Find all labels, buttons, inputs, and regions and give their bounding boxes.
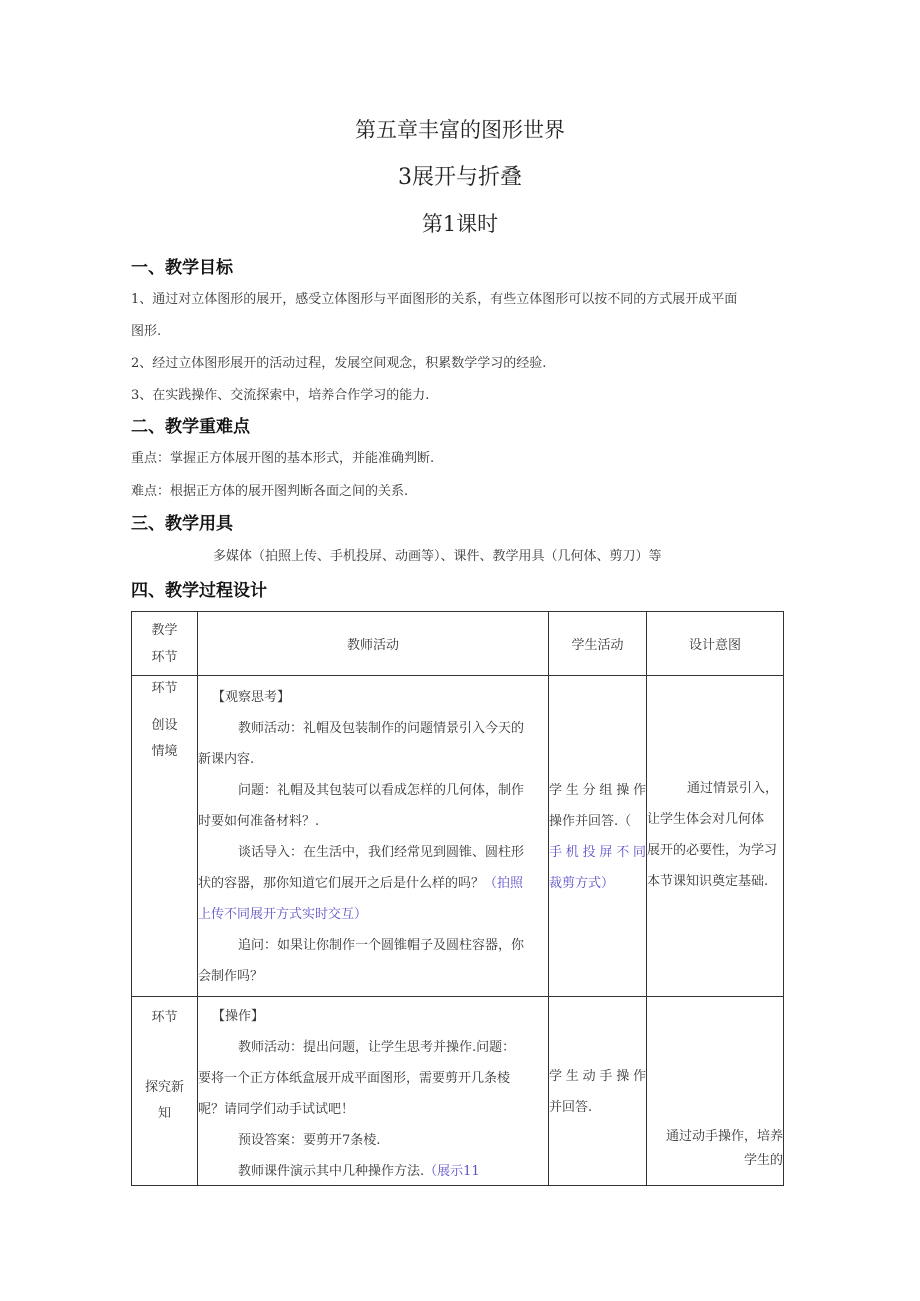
difficulty-text: 难点：根据正方体的展开图判断各面之间的关系. bbox=[131, 484, 409, 499]
process-table bbox=[131, 611, 784, 1186]
row1-student-line4: 裁剪方式） bbox=[549, 876, 615, 891]
goal-item-2: 2、经过立体图形展开的活动过程，发展空间观念，积累数学学习的经验. bbox=[131, 356, 547, 371]
header-teacher: 教师活动 bbox=[198, 612, 549, 676]
row1-intent-line2: 让学生体会对几何体 bbox=[647, 812, 765, 827]
header-stage-line2: 环节 bbox=[151, 649, 178, 665]
header-stage bbox=[132, 612, 198, 676]
goal-item-1: 1、通过对立体图形的展开，感受立体图形与平面图形的关系，有些立体图形可以按不同的方式展开成平面 bbox=[131, 292, 738, 307]
chapter-title: 第五章丰富的图形世界 bbox=[355, 118, 565, 142]
row2-student-line2: 并回答. bbox=[549, 1100, 593, 1115]
table-header-row bbox=[132, 612, 784, 676]
row2-teacher-line2: 教师活动：提出问题，让学生思考并操作.问题： bbox=[238, 1040, 516, 1055]
section-title: 3展开与折叠 bbox=[398, 165, 522, 190]
row1-teacher-line5: 时要如何准备材料？. bbox=[198, 814, 320, 829]
row2-teacher-line6b: （展示11 bbox=[424, 1164, 480, 1179]
goals-heading: 一、教学目标 bbox=[131, 258, 233, 278]
row2-stage bbox=[132, 997, 198, 1186]
row1-student-line1: 学生分组操作 bbox=[549, 783, 646, 798]
row1-student bbox=[549, 676, 647, 997]
row1-intent-line4: 本节课知识奠定基础. bbox=[647, 874, 769, 889]
row1-teacher-line9: 追问：如果让你制作一个圆锥帽子及圆柱容器，你 bbox=[238, 938, 525, 953]
row1-teacher-line8: 上传不同展开方式实时交互） bbox=[198, 907, 368, 922]
row2-teacher-line6a: 教师课件演示其中几种操作方法. bbox=[238, 1164, 425, 1179]
row2-stage-line1: 环节 bbox=[151, 1010, 178, 1025]
row1-stage-line1: 环节 bbox=[151, 681, 178, 696]
table-row bbox=[132, 676, 784, 997]
row2-stage-line3: 知 bbox=[157, 1106, 171, 1121]
row1-teacher-line10: 会制作吗？ bbox=[198, 969, 264, 984]
row1-stage-line3: 情境 bbox=[151, 744, 178, 759]
row1-teacher-line7b: （拍照 bbox=[484, 876, 524, 891]
goal-item-1-cont: 图形. bbox=[131, 324, 162, 339]
row1-intent-line1: 通过情景引入， bbox=[687, 781, 779, 796]
row2-student-line1: 学生动手操作 bbox=[549, 1069, 646, 1084]
row1-teacher-line3: 新课内容. bbox=[198, 752, 255, 767]
row2-stage-line2: 探究新 bbox=[144, 1080, 184, 1095]
row1-teacher-line2: 教师活动：礼帽及包装制作的问题情景引入今天的 bbox=[238, 721, 525, 736]
row1-teacher-line6: 谈话导入：在生活中，我们经常见到圆锥、圆柱形 bbox=[238, 845, 525, 860]
header-student: 学生活动 bbox=[549, 612, 647, 676]
header-intent: 设计意图 bbox=[647, 612, 784, 676]
row1-teacher bbox=[198, 676, 549, 997]
row2-intent-line1: 通过动手操作，培养 bbox=[665, 1129, 783, 1144]
tools-heading: 三、教学用具 bbox=[131, 514, 233, 534]
row1-stage-line2: 创设 bbox=[151, 718, 178, 733]
row1-teacher-line7 bbox=[198, 868, 548, 899]
row1-teacher-line1: 【观察思考】 bbox=[212, 690, 291, 705]
row2-teacher bbox=[198, 997, 549, 1186]
keypoints-heading: 二、教学重难点 bbox=[131, 417, 250, 437]
table-row bbox=[132, 997, 784, 1186]
row1-teacher-line4: 问题：礼帽及其包装可以看成怎样的几何体，制作 bbox=[238, 783, 525, 798]
row1-student-line3: 手机投屏不同 bbox=[549, 845, 646, 860]
row2-teacher-line1: 【操作】 bbox=[212, 1009, 265, 1024]
header-stage-line1: 教学 bbox=[151, 622, 178, 638]
row2-student bbox=[549, 997, 647, 1186]
row1-intent-line3: 展开的必要性，为学习 bbox=[647, 843, 778, 858]
row2-intent bbox=[647, 997, 784, 1186]
goal-item-3: 3、在实践操作、交流探索中，培养合作学习的能力. bbox=[131, 388, 430, 403]
row1-intent bbox=[647, 676, 784, 997]
row2-teacher-line5: 预设答案：要剪开7条棱. bbox=[238, 1133, 381, 1148]
row2-teacher-line4: 呢？请同学们动手试试吧！ bbox=[198, 1102, 355, 1117]
row2-teacher-line6 bbox=[198, 1156, 548, 1185]
row2-teacher-line3: 要将一个正方体纸盒展开成平面图形，需要剪开几条棱 bbox=[198, 1071, 511, 1086]
row1-teacher-line7a: 状的容器，那你知道它们展开之后是什么样的吗？ bbox=[198, 876, 485, 891]
row1-stage bbox=[132, 676, 198, 997]
process-heading: 四、教学过程设计 bbox=[131, 581, 267, 601]
lesson-title: 第1课时 bbox=[421, 212, 499, 236]
row1-student-line2: 操作并回答.（ bbox=[549, 814, 632, 829]
focus-text: 重点：掌握正方体展开图的基本形式，并能准确判断. bbox=[131, 451, 435, 466]
tools-text: 多媒体（拍照上传、手机投屏、动画等）、课件、教学用具（几何体、剪刀）等 bbox=[213, 549, 662, 564]
row2-intent-line2: 学生的 bbox=[743, 1153, 783, 1168]
